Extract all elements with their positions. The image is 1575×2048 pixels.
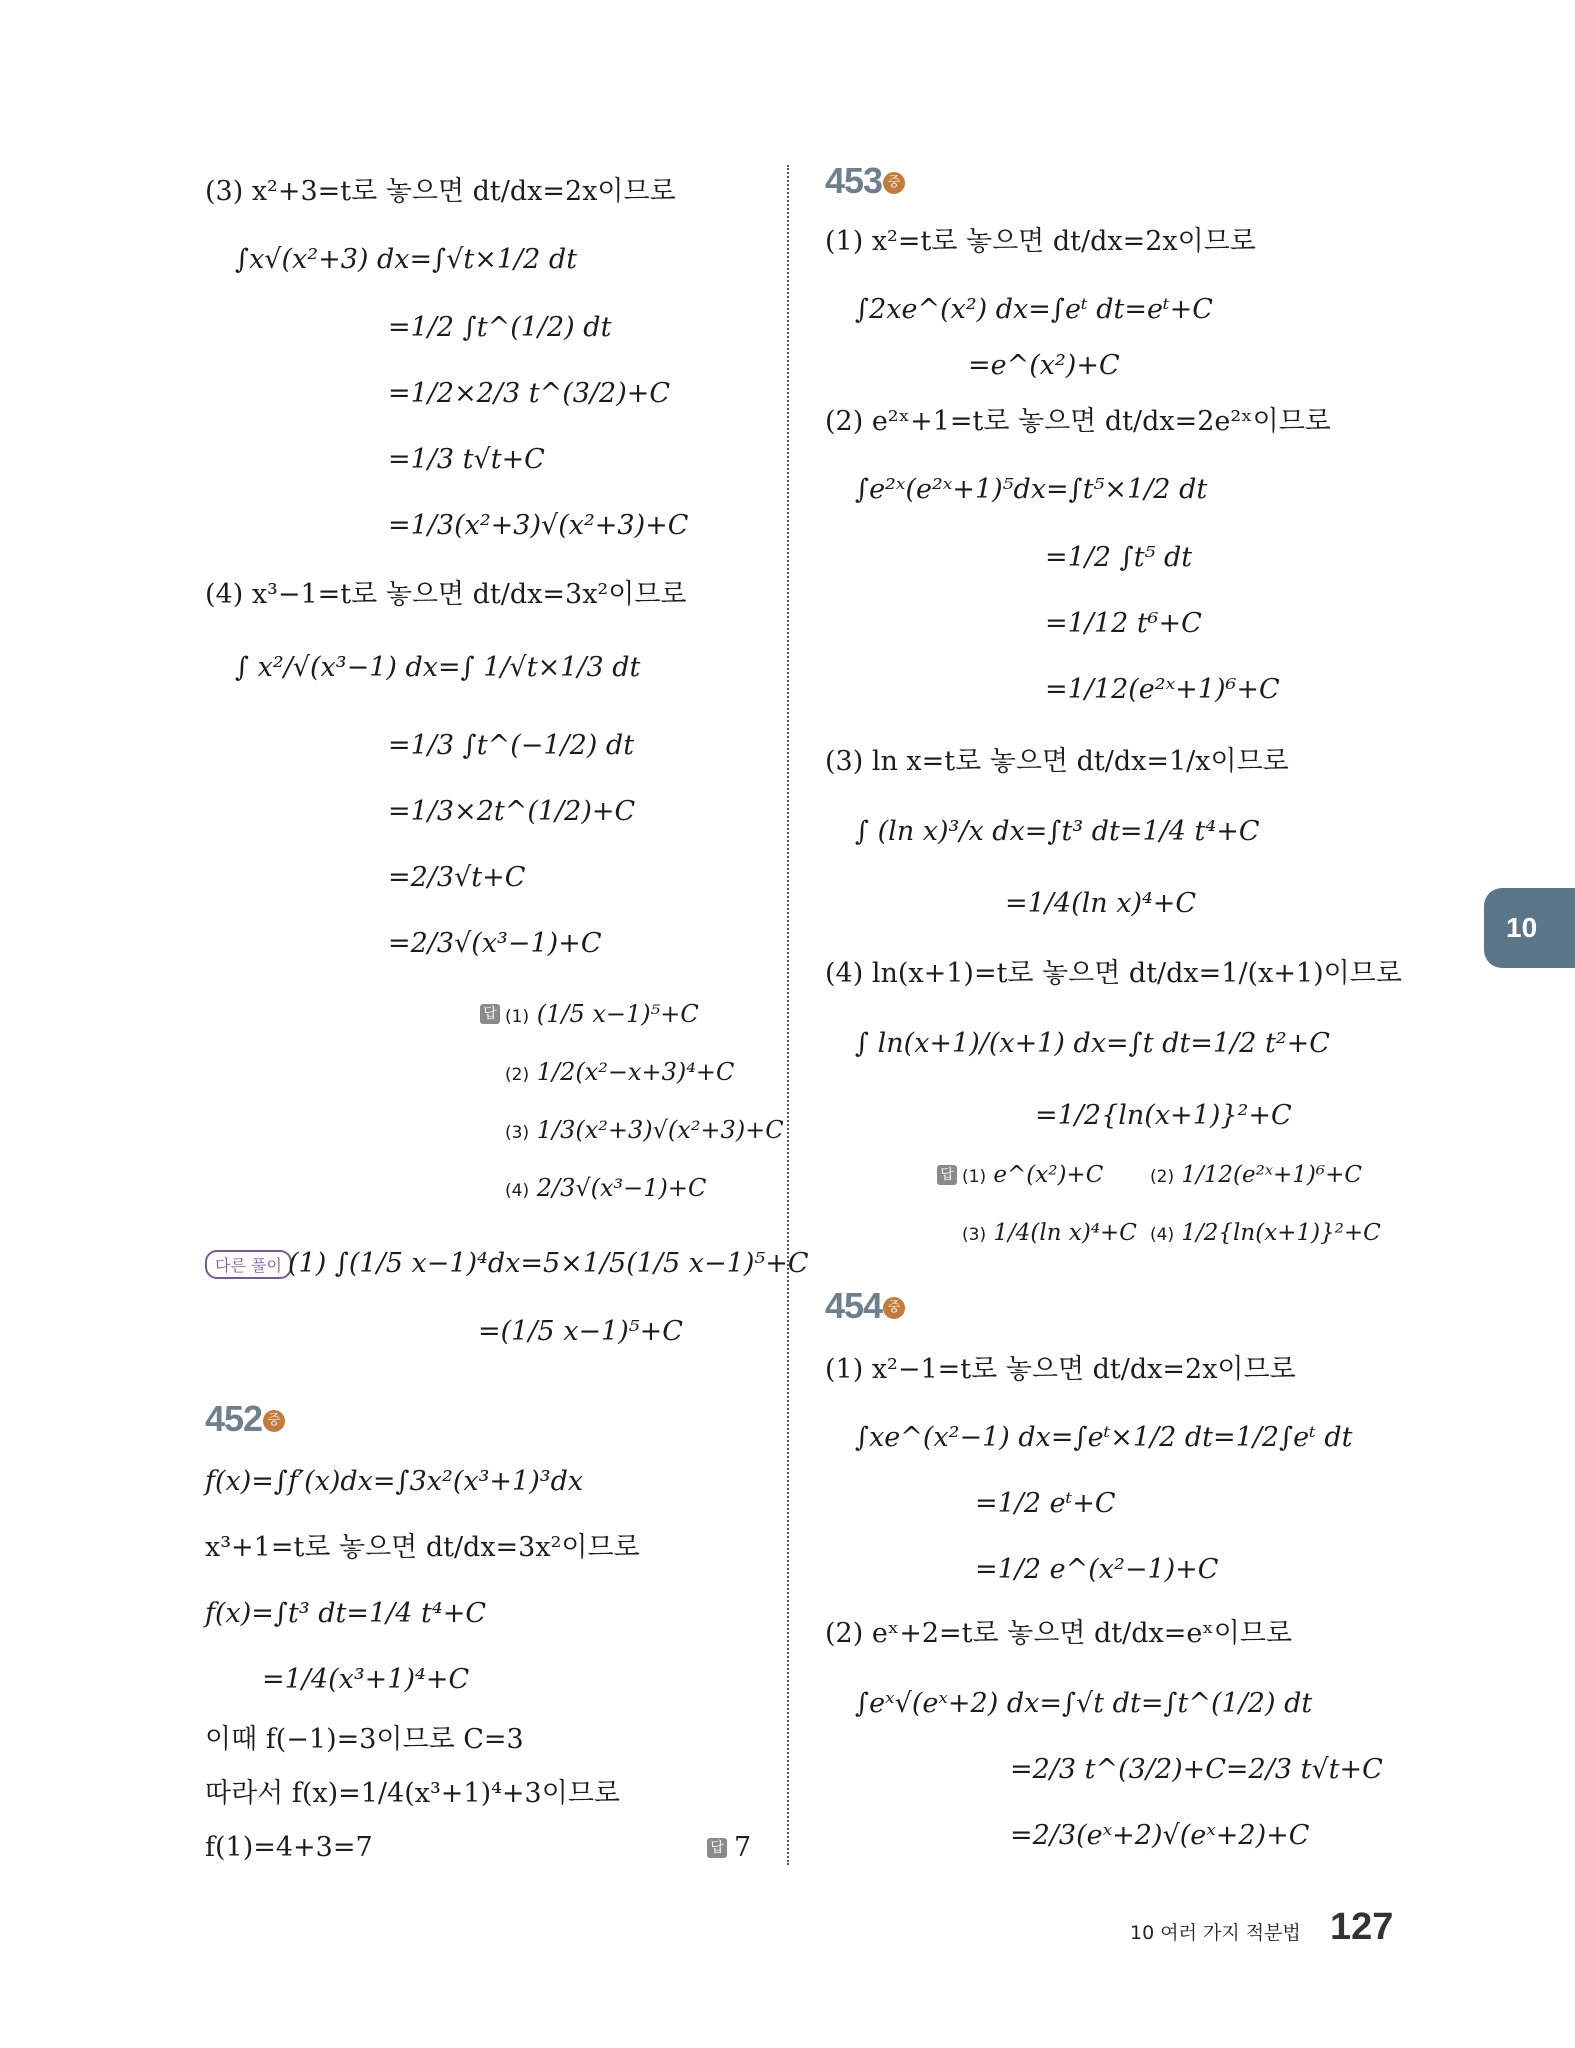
answer-item: (1) (1/5 x−1)⁵+C	[505, 1000, 699, 1028]
solution-line: =1/2 ∫t^(1/2) dt	[388, 312, 612, 343]
solution-line: (2) e²ˣ+1=t로 놓으면 dt/dx=2e²ˣ이므로	[825, 406, 1331, 437]
answer-item: (4) 2/3√(x³−1)+C	[505, 1174, 707, 1202]
solution-line: =e^(x²)+C	[968, 350, 1120, 381]
solution-line: =1/3×2t^(1/2)+C	[388, 796, 636, 827]
alt-solution-line: =(1/5 x−1)⁵+C	[478, 1316, 683, 1347]
problem-number: 453	[825, 160, 883, 201]
solution-line: =1/3 ∫t^(−1/2) dt	[388, 730, 635, 761]
difficulty-badge: 중	[263, 1410, 285, 1432]
solution-line: ∫e²ˣ(e²ˣ+1)⁵dx=∫t⁵×1/2 dt	[855, 474, 1208, 505]
answer-item: (2) 1/2(x²−x+3)⁴+C	[505, 1058, 735, 1086]
solution-line: =2/3√t+C	[388, 862, 526, 893]
problem-number: 452	[205, 1398, 263, 1439]
solution-line: ∫xe^(x²−1) dx=∫eᵗ×1/2 dt=1/2∫eᵗ dt	[855, 1422, 1353, 1453]
difficulty-badge: 중	[883, 1297, 905, 1319]
difficulty-badge: 중	[883, 172, 905, 194]
chapter-tab: 10	[1484, 888, 1575, 968]
solution-line: =1/2 ∫t⁵ dt	[1045, 542, 1193, 573]
answer-value: 7	[734, 1832, 752, 1863]
solution-line: =1/2 eᵗ+C	[975, 1488, 1116, 1519]
page-number: 127	[1330, 1906, 1394, 1948]
solution-line: (1) x²−1=t로 놓으면 dt/dx=2x이므로	[825, 1354, 1296, 1385]
solution-line: 이때 f(−1)=3이므로 C=3	[205, 1724, 524, 1755]
solution-line: ∫2xe^(x²) dx=∫eᵗ dt=eᵗ+C	[855, 294, 1213, 325]
solution-line: f(x)=∫f′(x)dx=∫3x²(x³+1)³dx	[205, 1466, 584, 1497]
solution-line: ∫eˣ√(eˣ+2) dx=∫√t dt=∫t^(1/2) dt	[855, 1688, 1313, 1719]
answer-item: (3) 1/3(x²+3)√(x²+3)+C	[505, 1116, 784, 1144]
solution-line: f(1)=4+3=7	[205, 1832, 373, 1863]
solution-line: =1/4(x³+1)⁴+C	[262, 1664, 470, 1695]
solution-line: f(x)=∫t³ dt=1/4 t⁴+C	[205, 1598, 486, 1629]
answer-item: (3) 1/4(ln x)⁴+C	[962, 1220, 1137, 1246]
alt-solution-line: (1) ∫(1/5 x−1)⁴dx=5×1/5(1/5 x−1)⁵+C	[288, 1248, 809, 1279]
solution-line: (3) ln x=t로 놓으면 dt/dx=1/x이므로	[825, 746, 1289, 777]
solution-line: =1/3 t√t+C	[388, 444, 545, 475]
solution-line: (2) eˣ+2=t로 놓으면 dt/dx=eˣ이므로	[825, 1618, 1293, 1649]
solution-line: (3) x²+3=t로 놓으면 dt/dx=2x이므로	[205, 176, 676, 207]
solution-line: =2/3(eˣ+2)√(eˣ+2)+C	[1010, 1820, 1310, 1851]
solution-line: =1/3(x²+3)√(x²+3)+C	[388, 510, 689, 541]
answer-tag-icon: 답	[937, 1165, 957, 1185]
solution-line: ∫ x²/√(x³−1) dx=∫ 1/√t×1/3 dt	[235, 652, 641, 683]
column-divider	[787, 165, 789, 1865]
solution-line: (4) x³−1=t로 놓으면 dt/dx=3x²이므로	[205, 579, 687, 610]
answer-item: (2) 1/12(e²ˣ+1)⁶+C	[1150, 1162, 1362, 1188]
answer-tag-icon: 답	[707, 1838, 727, 1858]
answer-item: (4) 1/2{ln(x+1)}²+C	[1150, 1220, 1381, 1246]
footer-chapter-title: 10 여러 가지 적분법	[1130, 1922, 1301, 1944]
alt-solution-badge: 다른 풀이	[205, 1250, 292, 1279]
solution-line: ∫ (ln x)³/x dx=∫t³ dt=1/4 t⁴+C	[855, 816, 1260, 847]
solution-line: =1/12 t⁶+C	[1045, 608, 1202, 639]
solution-line: =1/2×2/3 t^(3/2)+C	[388, 378, 671, 409]
solution-line: =2/3√(x³−1)+C	[388, 928, 602, 959]
solution-line: =1/4(ln x)⁴+C	[1005, 888, 1197, 919]
answer-tag-icon: 답	[480, 1004, 500, 1024]
solution-line: ∫ ln(x+1)/(x+1) dx=∫t dt=1/2 t²+C	[855, 1028, 1330, 1059]
solution-line: =2/3 t^(3/2)+C=2/3 t√t+C	[1010, 1754, 1383, 1785]
answer-item: (1) e^(x²)+C	[962, 1162, 1104, 1188]
solution-line: =1/2 e^(x²−1)+C	[975, 1554, 1219, 1585]
solution-line: (1) x²=t로 놓으면 dt/dx=2x이므로	[825, 226, 1256, 257]
solution-line: x³+1=t로 놓으면 dt/dx=3x²이므로	[205, 1532, 640, 1563]
solution-line: ∫x√(x²+3) dx=∫√t×1/2 dt	[235, 244, 578, 275]
problem-number: 454	[825, 1285, 883, 1326]
solution-line: =1/12(e²ˣ+1)⁶+C	[1045, 674, 1280, 705]
solution-line: =1/2{ln(x+1)}²+C	[1035, 1100, 1292, 1131]
solution-line: 따라서 f(x)=1/4(x³+1)⁴+3이므로	[205, 1778, 620, 1809]
solution-line: (4) ln(x+1)=t로 놓으면 dt/dx=1/(x+1)이므로	[825, 958, 1402, 989]
